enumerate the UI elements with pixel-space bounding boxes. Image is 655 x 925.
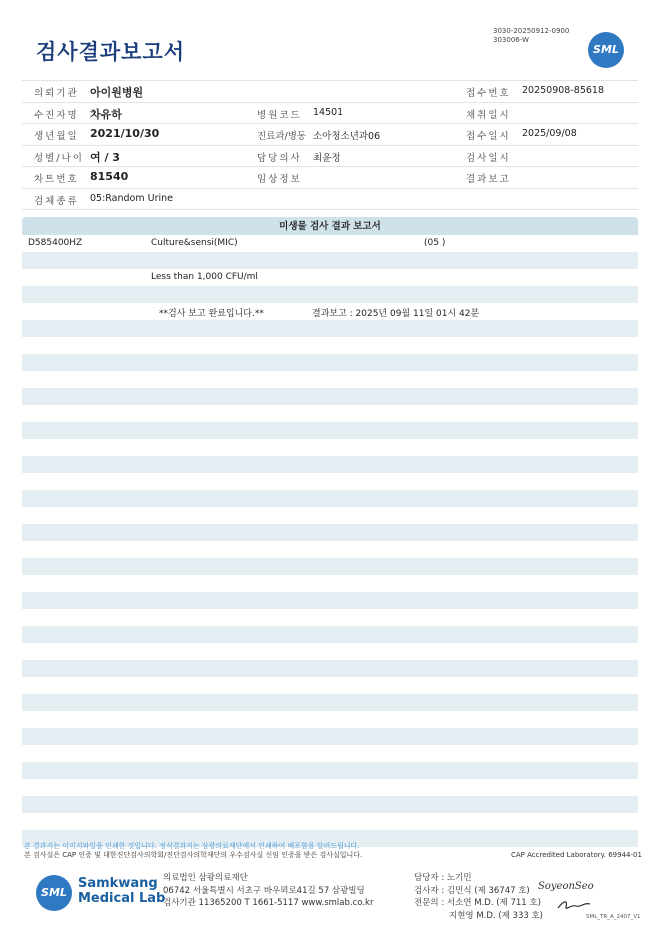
- stripe-row: [22, 626, 638, 643]
- collection-date-label: 채취일시: [466, 109, 511, 121]
- stripe-row: [22, 558, 638, 575]
- chart-no-value: 81540: [90, 170, 129, 183]
- stripe-row: [22, 439, 638, 456]
- specimen-label: 검체종류: [34, 195, 79, 207]
- sex-age-label: 성별/나이: [34, 152, 84, 164]
- specimen-value: 05:Random Urine: [90, 192, 174, 204]
- brand-line-1: Samkwang: [78, 876, 158, 891]
- chart-no-label: 차트번호: [34, 174, 79, 185]
- result-row: [22, 303, 638, 320]
- cap-accreditation: CAP Accredited Laboratory. 69944-01: [511, 851, 642, 859]
- stripe-row: [22, 694, 638, 711]
- dept-value: 소아청소년과06: [313, 131, 381, 142]
- organization-info: [163, 872, 373, 910]
- hospital-code-value: 14501: [313, 106, 344, 118]
- result-text: Less than 1,000 CFU/ml: [151, 272, 258, 282]
- sml-logo-bottom: SML: [36, 875, 72, 911]
- form-code: SML_TR_A_2407_V1: [586, 914, 641, 920]
- receipt-no-value: 20250908-85618: [522, 85, 605, 96]
- stripe-row: [22, 371, 638, 388]
- org-address: 06742 서울특별시 서초구 바우뫼로41길 57 삼광빌딩: [163, 885, 365, 896]
- stripe-row: [22, 796, 638, 813]
- org-name: 의료법인 삼광의료재단: [163, 873, 248, 883]
- institution-value: 아이원병원: [90, 86, 144, 99]
- staff-manager: 담당자 : 노기민: [414, 873, 472, 883]
- info-row: [22, 189, 638, 211]
- test-suffix: (05 ): [424, 238, 446, 248]
- doctor-value: 최윤정: [313, 152, 341, 164]
- sml-logo: SML: [588, 32, 624, 68]
- completion-text: **검사 보고 완료입니다.**: [159, 309, 264, 319]
- image-print-notice: 본 결과지는 이미지파일을 인쇄한 것입니다. 정식결과지는 삼광의료재단에서 인쇄하여 배포함을 알려드립니다.: [24, 842, 360, 850]
- results-section-title: 미생물 검사 결과 보고서: [22, 217, 638, 235]
- stripe-row: [22, 507, 638, 524]
- stripe-row: [22, 473, 638, 490]
- document-code-1: 3030-20250912-0900: [493, 27, 570, 35]
- stripe-row: [22, 524, 638, 541]
- patient-info-table: [22, 80, 638, 210]
- report-title: 검사결과보고서: [36, 40, 186, 64]
- birth-value: 2021/10/30: [90, 127, 160, 140]
- staff-tester: 검사자 : 김민식 (제 36747 호): [414, 885, 530, 896]
- stripe-row: [22, 541, 638, 558]
- stripe-row: [22, 490, 638, 507]
- stripe-row: [22, 320, 638, 337]
- document-code: [493, 27, 569, 45]
- sex-age-value: 여 / 3: [90, 150, 120, 164]
- dept-label: 진료과/병동: [257, 131, 307, 142]
- stripe-row: [22, 677, 638, 694]
- patient-value: 차유하: [90, 107, 122, 121]
- staff-specialist-1: 전문의 : 서소연 M.D. (제 711 호): [414, 898, 541, 908]
- birth-label: 생년월일: [34, 131, 79, 142]
- patient-label: 수진자명: [34, 109, 79, 121]
- info-row: [22, 103, 638, 125]
- org-contact: 검사기관 11365200 T 1661-5117 www.smlab.co.kr: [163, 898, 374, 908]
- hospital-code-label: 병원코드: [257, 109, 302, 121]
- stripe-row: [22, 456, 638, 473]
- result-report-label: 결과보고: [466, 174, 511, 185]
- staff-info: [414, 872, 543, 922]
- stripe-area: [22, 320, 638, 847]
- stripe-row: [22, 728, 638, 745]
- stripe-row: [22, 745, 638, 762]
- institution-label: 의뢰기관: [34, 88, 79, 99]
- info-row: [22, 167, 638, 189]
- info-row: [22, 80, 638, 103]
- staff-specialist-2: 지현영 M.D. (제 333 호): [449, 910, 544, 921]
- stripe-row: [22, 388, 638, 405]
- test-code: D585400HZ: [28, 238, 83, 248]
- signature-1: SoyeonSeo: [538, 881, 594, 892]
- stripe-row: [22, 252, 638, 269]
- stripe-row: [22, 575, 638, 592]
- brand-line-2: Medical Lab: [78, 891, 166, 906]
- stripe-row: [22, 762, 638, 779]
- brand-name: [78, 876, 165, 906]
- stripe-row: [22, 711, 638, 728]
- stripe-row: [22, 813, 638, 830]
- stripe-row: [22, 779, 638, 796]
- doctor-label: 담당의사: [257, 152, 302, 164]
- stripe-row: [22, 422, 638, 439]
- info-row: [22, 124, 638, 146]
- stripe-row: [22, 660, 638, 677]
- receipt-no-label: 접수번호: [466, 88, 511, 99]
- test-date-label: 검사일시: [466, 152, 511, 164]
- test-name: Culture&sensi(MIC): [151, 238, 238, 248]
- stripe-row: [22, 286, 638, 303]
- result-row: [22, 269, 638, 286]
- report-time: 결과보고 : 2025년 09월 11일 01시 42분: [312, 309, 480, 319]
- stripe-row: [22, 643, 638, 660]
- results-table: [22, 217, 638, 847]
- clinical-label: 임상정보: [257, 174, 302, 185]
- stripe-row: [22, 354, 638, 371]
- document-code-2: 303006-W: [493, 36, 529, 44]
- receipt-date-value: 2025/09/08: [522, 128, 577, 139]
- info-row: [22, 146, 638, 168]
- stripe-row: [22, 337, 638, 354]
- result-row: [22, 235, 638, 252]
- accreditation-notice: 본 검사실은 CAP 인증 및 대한진단검사의학회/진단검사의학재단의 우수검사실 신임 인증을 받은 검사실입니다.: [24, 851, 363, 859]
- stripe-row: [22, 592, 638, 609]
- receipt-date-label: 접수일시: [466, 131, 511, 142]
- stripe-row: [22, 609, 638, 626]
- stripe-row: [22, 405, 638, 422]
